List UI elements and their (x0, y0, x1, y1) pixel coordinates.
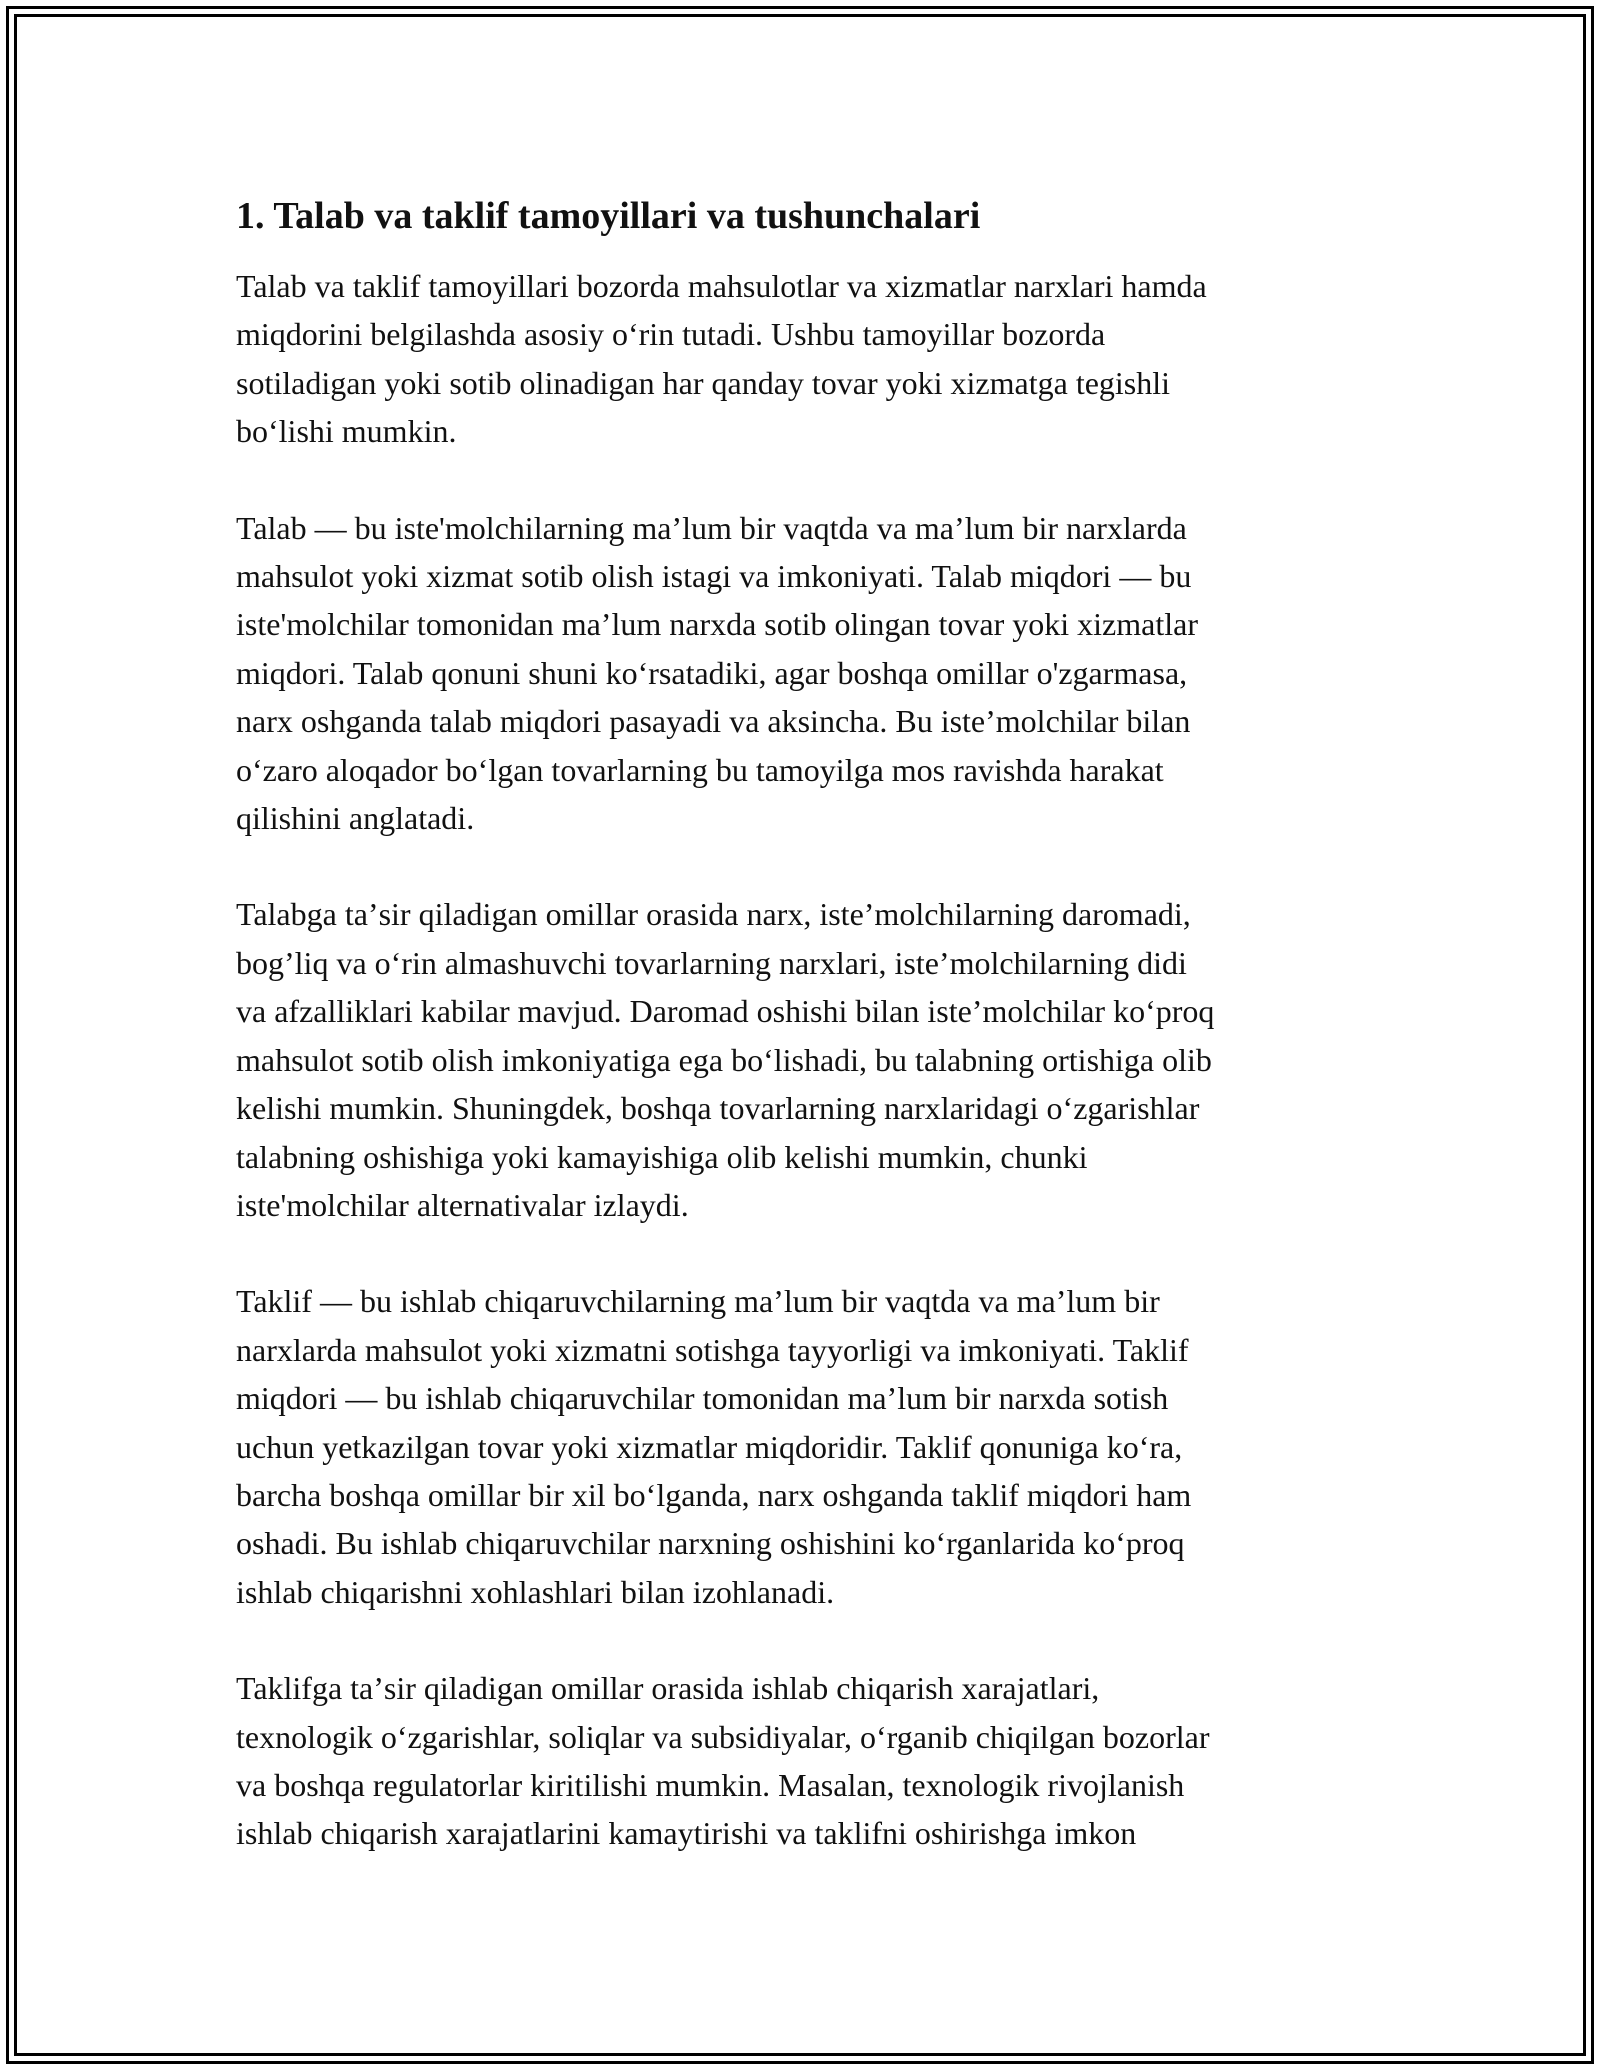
text-line: va afzalliklari kabilar mavjud. Daromad oshishi bilan isteʼmolchilar koʻproq (236, 993, 1215, 1030)
text-line: ishlab chiqarishni xohlashlari bilan izohlanadi. (236, 1573, 835, 1610)
text-line: mahsulot sotib olish imkoniyatiga ega boʻlishadi, bu talabning ortishiga olib (236, 1041, 1212, 1078)
text-line: kelishi mumkin. Shuningdek, boshqa tovarlarning narxlaridagi oʻzgarishlar (236, 1090, 1200, 1127)
text-line: texnologik oʻzgarishlar, soliqlar va subsidiyalar, oʻrganib chiqilgan bozorlar (236, 1718, 1210, 1755)
text-line: va boshqa regulatorlar kiritilishi mumkin. Masalan, texnologik rivojlanish (236, 1766, 1185, 1803)
text-line: ishlab chiqarish xarajatlarini kamaytirishi va taklifni oshirishga imkon (236, 1815, 1137, 1852)
paragraph-demand-definition (236, 504, 1371, 843)
text-line: bogʼliq va oʻrin almashuvchi tovarlarning narxlari, isteʼmolchilarning didi (236, 944, 1187, 981)
text-line: narx oshganda talab miqdori pasayadi va aksincha. Bu isteʼmolchilar bilan (236, 703, 1191, 740)
text-line: uchun yetkazilgan tovar yoki xizmatlar miqdoridir. Taklif qonuniga koʻra, (236, 1428, 1183, 1465)
document-body (236, 190, 1371, 1906)
text-line: Taklifga taʼsir qiladigan omillar orasida ishlab chiqarish xarajatlari, (236, 1670, 1100, 1707)
text-line: sotiladigan yoki sotib olinadigan har qanday tovar yoki xizmatga tegishli (236, 364, 1171, 401)
section-heading: 1. Talab va taklif tamoyillari va tushunchalari (236, 195, 981, 237)
text-line: Talab — bu iste'molchilarning maʼlum bir vaqtda va maʼlum bir narxlarda (236, 509, 1187, 546)
paragraph-demand-factors (236, 890, 1371, 1229)
paragraph-supply-definition (236, 1277, 1371, 1616)
text-line: oshadi. Bu ishlab chiqaruvchilar narxning oshishini koʻrganlarida koʻproq (236, 1525, 1185, 1562)
text-line: miqdorini belgilashda asosiy oʻrin tutadi. Ushbu tamoyillar bozorda (236, 316, 1106, 353)
text-line: iste'molchilar alternativalar izlaydi. (236, 1186, 689, 1223)
text-line: qilishini anglatadi. (236, 800, 475, 837)
text-line: Talab va taklif tamoyillari bozorda mahsulotlar va xizmatlar narxlari hamda (236, 268, 1207, 304)
paragraph-supply-factors (236, 1664, 1371, 1858)
text-line: mahsulot yoki xizmat sotib olish istagi va imkoniyati. Talab miqdori — bu (236, 558, 1192, 595)
text-line: talabning oshishiga yoki kamayishiga olib kelishi mumkin, chunki (236, 1138, 1088, 1175)
text-line: Talabga taʼsir qiladigan omillar orasida narx, isteʼmolchilarning daromadi, (236, 896, 1191, 933)
paragraph-intro (236, 262, 1371, 456)
text-line: iste'molchilar tomonidan maʼlum narxda sotib olingan tovar yoki xizmatlar (236, 606, 1198, 643)
text-line: boʻlishi mumkin. (236, 413, 457, 450)
text-line: barcha boshqa omillar bir xil boʻlganda, narx oshganda taklif miqdori ham (236, 1476, 1192, 1513)
text-line: miqdori. Talab qonuni shuni koʻrsatadiki, agar boshqa omillar o'zgarmasa, (236, 654, 1188, 691)
text-line: narxlarda mahsulot yoki xizmatni sotishga tayyorligi va imkoniyati. Taklif (236, 1331, 1189, 1368)
text-line: Taklif — bu ishlab chiqaruvchilarning maʼlum bir vaqtda va maʼlum bir (236, 1283, 1160, 1320)
text-line: oʻzaro aloqador boʻlgan tovarlarning bu tamoyilga mos ravishda harakat (236, 751, 1164, 788)
text-line: miqdori — bu ishlab chiqaruvchilar tomonidan maʼlum bir narxda sotish (236, 1380, 1169, 1417)
